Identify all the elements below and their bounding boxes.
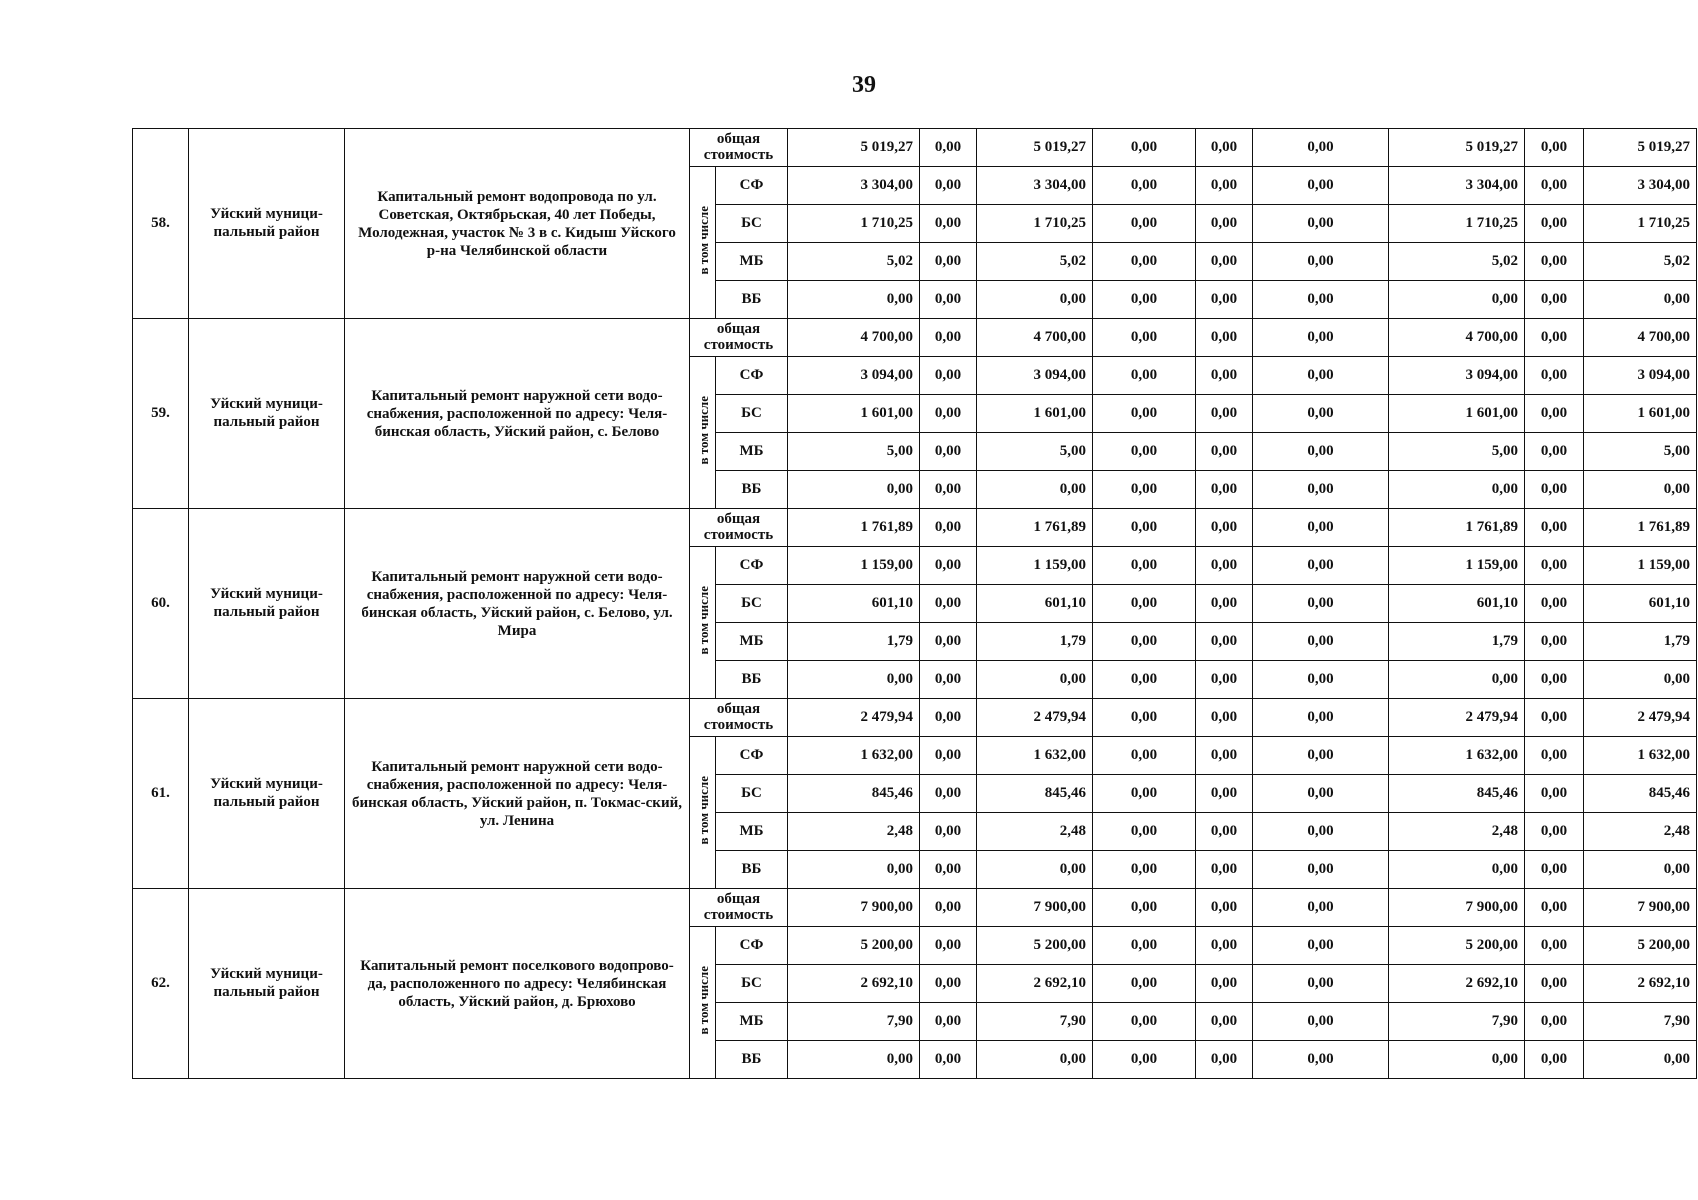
amount-cell: 601,10 [788, 585, 920, 623]
funding-source-label: МБ [716, 623, 788, 661]
amount-cell: 0,00 [1389, 1041, 1525, 1079]
project-description: Капитальный ремонт наружной сети водо-снабжения, расположенной по адресу: Челя-бинская область, Уйский район, с. Белово, ул. Мира [345, 509, 690, 699]
including-label: в том числе [696, 205, 711, 275]
row-number: 62. [133, 889, 189, 1079]
amount-cell: 0,00 [1253, 813, 1389, 851]
amount-cell: 0,00 [1253, 699, 1389, 737]
municipality-cell: Уйский муници-пальный район [189, 319, 345, 509]
amount-cell: 0,00 [1093, 965, 1196, 1003]
amount-cell: 0,00 [1093, 471, 1196, 509]
amount-cell: 2 692,10 [1584, 965, 1697, 1003]
amount-cell: 0,00 [1389, 661, 1525, 699]
amount-cell: 0,00 [1196, 775, 1253, 813]
amount-cell: 2 479,94 [788, 699, 920, 737]
amount-cell: 5 200,00 [788, 927, 920, 965]
amount-cell: 1 601,00 [977, 395, 1093, 433]
project-description: Капитальный ремонт поселкового водопрово-да, расположенного по адресу: Челябинская область, Уйский район, д. Брюхово [345, 889, 690, 1079]
amount-cell: 0,00 [920, 1003, 977, 1041]
amount-cell: 0,00 [1584, 1041, 1697, 1079]
amount-cell: 5 019,27 [1584, 129, 1697, 167]
amount-cell: 2,48 [977, 813, 1093, 851]
funding-source-label: ВБ [716, 851, 788, 889]
amount-cell: 3 304,00 [788, 167, 920, 205]
amount-cell: 0,00 [1584, 471, 1697, 509]
amount-cell: 0,00 [1093, 927, 1196, 965]
amount-cell: 7,90 [788, 1003, 920, 1041]
amount-cell: 2,48 [788, 813, 920, 851]
amount-cell: 0,00 [1196, 167, 1253, 205]
amount-cell: 2 479,94 [1584, 699, 1697, 737]
project-description: Капитальный ремонт водопровода по ул. Советская, Октябрьская, 40 лет Победы, Молодежная, участок № 3 в с. Кидыш Уйского р-на Челябинской области [345, 129, 690, 319]
amount-cell: 0,00 [920, 129, 977, 167]
amount-cell: 0,00 [1196, 699, 1253, 737]
amount-cell: 845,46 [1584, 775, 1697, 813]
funding-source-label: МБ [716, 1003, 788, 1041]
amount-cell: 0,00 [920, 243, 977, 281]
including-label-cell [690, 357, 716, 509]
amount-cell: 1 761,89 [1584, 509, 1697, 547]
amount-cell: 0,00 [1525, 1003, 1584, 1041]
municipality-cell: Уйский муници-пальный район [189, 699, 345, 889]
amount-cell: 845,46 [977, 775, 1093, 813]
amount-cell: 5,02 [1389, 243, 1525, 281]
amount-cell: 845,46 [1389, 775, 1525, 813]
amount-cell: 0,00 [1253, 1003, 1389, 1041]
municipality-cell: Уйский муници-пальный район [189, 509, 345, 699]
amount-cell: 0,00 [1196, 395, 1253, 433]
amount-cell: 0,00 [1093, 661, 1196, 699]
amount-cell: 601,10 [977, 585, 1093, 623]
amount-cell: 7,90 [1584, 1003, 1697, 1041]
funding-source-label: ВБ [716, 471, 788, 509]
funding-source-label: СФ [716, 927, 788, 965]
amount-cell: 2 692,10 [1389, 965, 1525, 1003]
amount-cell: 0,00 [1525, 471, 1584, 509]
amount-cell: 1 632,00 [977, 737, 1093, 775]
amount-cell: 5 019,27 [1389, 129, 1525, 167]
amount-cell: 0,00 [788, 471, 920, 509]
amount-cell: 0,00 [1389, 471, 1525, 509]
amount-cell: 5 200,00 [1389, 927, 1525, 965]
page-number: 39 [852, 72, 876, 98]
amount-cell: 0,00 [1093, 775, 1196, 813]
amount-cell: 0,00 [1525, 889, 1584, 927]
funding-source-label: ВБ [716, 1041, 788, 1079]
including-label: в том числе [696, 585, 711, 655]
project-description: Капитальный ремонт наружной сети водо-снабжения, расположенной по адресу: Челя-бинская область, Уйский район, п. Токмас-ский, ул. Ленина [345, 699, 690, 889]
amount-cell: 5,00 [1389, 433, 1525, 471]
amount-cell: 845,46 [788, 775, 920, 813]
amount-cell: 0,00 [1584, 281, 1697, 319]
amount-cell: 0,00 [920, 547, 977, 585]
amount-cell: 0,00 [1253, 357, 1389, 395]
amount-cell: 0,00 [1584, 661, 1697, 699]
amount-cell: 0,00 [1196, 547, 1253, 585]
funding-source-label: МБ [716, 813, 788, 851]
amount-cell: 0,00 [1253, 851, 1389, 889]
amount-cell: 0,00 [920, 471, 977, 509]
amount-cell: 0,00 [1253, 623, 1389, 661]
amount-cell: 0,00 [920, 167, 977, 205]
amount-cell: 0,00 [1525, 357, 1584, 395]
amount-cell: 601,10 [1584, 585, 1697, 623]
funding-source-label: МБ [716, 243, 788, 281]
amount-cell: 0,00 [1525, 129, 1584, 167]
amount-cell: 0,00 [1525, 205, 1584, 243]
amount-cell: 1 601,00 [1584, 395, 1697, 433]
amount-cell: 1 761,89 [788, 509, 920, 547]
amount-cell: 0,00 [1525, 699, 1584, 737]
amount-cell: 3 304,00 [1389, 167, 1525, 205]
amount-cell: 7 900,00 [977, 889, 1093, 927]
amount-cell: 0,00 [920, 509, 977, 547]
amount-cell: 0,00 [1196, 927, 1253, 965]
project-description: Капитальный ремонт наружной сети водо-снабжения, расположенной по адресу: Челя-бинская область, Уйский район, с. Белово [345, 319, 690, 509]
amount-cell: 0,00 [920, 585, 977, 623]
amount-cell: 0,00 [1525, 737, 1584, 775]
amount-cell: 0,00 [1196, 585, 1253, 623]
amount-cell: 2 479,94 [1389, 699, 1525, 737]
row-number: 61. [133, 699, 189, 889]
amount-cell: 1 710,25 [1584, 205, 1697, 243]
amount-cell: 0,00 [1093, 851, 1196, 889]
amount-cell: 1 632,00 [788, 737, 920, 775]
amount-cell: 3 094,00 [788, 357, 920, 395]
amount-cell: 0,00 [1093, 357, 1196, 395]
total-cost-label: общая стоимость [690, 699, 788, 737]
amount-cell: 1 761,89 [977, 509, 1093, 547]
row-number: 60. [133, 509, 189, 699]
including-label: в том числе [696, 775, 711, 845]
amount-cell: 0,00 [1253, 737, 1389, 775]
amount-cell: 0,00 [1525, 509, 1584, 547]
amount-cell: 0,00 [1196, 851, 1253, 889]
amount-cell: 0,00 [788, 1041, 920, 1079]
amount-cell: 0,00 [1093, 585, 1196, 623]
amount-cell: 0,00 [1525, 167, 1584, 205]
table-row [133, 129, 1697, 167]
amount-cell: 0,00 [977, 851, 1093, 889]
amount-cell: 1 632,00 [1389, 737, 1525, 775]
amount-cell: 0,00 [920, 357, 977, 395]
amount-cell: 1 710,25 [977, 205, 1093, 243]
amount-cell: 5,02 [1584, 243, 1697, 281]
amount-cell: 5,00 [788, 433, 920, 471]
amount-cell: 3 304,00 [977, 167, 1093, 205]
amount-cell: 0,00 [977, 1041, 1093, 1079]
funding-source-label: БС [716, 965, 788, 1003]
amount-cell: 0,00 [1196, 813, 1253, 851]
amount-cell: 0,00 [1093, 699, 1196, 737]
amount-cell: 0,00 [1196, 965, 1253, 1003]
amount-cell: 1,79 [1584, 623, 1697, 661]
amount-cell: 1,79 [977, 623, 1093, 661]
amount-cell: 0,00 [1196, 737, 1253, 775]
amount-cell: 0,00 [1525, 1041, 1584, 1079]
amount-cell: 7 900,00 [1389, 889, 1525, 927]
amount-cell: 0,00 [977, 471, 1093, 509]
amount-cell: 2 692,10 [788, 965, 920, 1003]
municipality-cell: Уйский муници-пальный район [189, 889, 345, 1079]
amount-cell: 0,00 [1196, 129, 1253, 167]
amount-cell: 0,00 [1525, 319, 1584, 357]
amount-cell: 0,00 [920, 205, 977, 243]
amount-cell: 0,00 [1525, 395, 1584, 433]
amount-cell: 0,00 [920, 661, 977, 699]
amount-cell: 0,00 [1253, 775, 1389, 813]
amount-cell: 0,00 [1093, 623, 1196, 661]
amount-cell: 0,00 [1253, 129, 1389, 167]
amount-cell: 0,00 [1525, 623, 1584, 661]
amount-cell: 2,48 [1389, 813, 1525, 851]
including-label-cell [690, 167, 716, 319]
funding-source-label: СФ [716, 357, 788, 395]
amount-cell: 0,00 [1093, 281, 1196, 319]
amount-cell: 0,00 [1253, 965, 1389, 1003]
amount-cell: 4 700,00 [1389, 319, 1525, 357]
amount-cell: 0,00 [1253, 167, 1389, 205]
row-number: 59. [133, 319, 189, 509]
amount-cell: 0,00 [788, 661, 920, 699]
amount-cell: 601,10 [1389, 585, 1525, 623]
amount-cell: 0,00 [1253, 509, 1389, 547]
amount-cell: 0,00 [1253, 395, 1389, 433]
amount-cell: 2,48 [1584, 813, 1697, 851]
amount-cell: 0,00 [1253, 547, 1389, 585]
amount-cell: 4 700,00 [977, 319, 1093, 357]
amount-cell: 0,00 [1196, 433, 1253, 471]
amount-cell: 0,00 [1525, 927, 1584, 965]
amount-cell: 5 019,27 [788, 129, 920, 167]
amount-cell: 1 159,00 [788, 547, 920, 585]
amount-cell: 0,00 [1253, 889, 1389, 927]
amount-cell: 1,79 [1389, 623, 1525, 661]
amount-cell: 5 200,00 [1584, 927, 1697, 965]
amount-cell: 0,00 [1093, 433, 1196, 471]
amount-cell: 1 159,00 [1584, 547, 1697, 585]
funding-source-label: БС [716, 395, 788, 433]
amount-cell: 1 601,00 [788, 395, 920, 433]
amount-cell: 1 632,00 [1584, 737, 1697, 775]
amount-cell: 3 094,00 [1389, 357, 1525, 395]
amount-cell: 1,79 [788, 623, 920, 661]
amount-cell: 1 159,00 [1389, 547, 1525, 585]
amount-cell: 0,00 [1093, 243, 1196, 281]
amount-cell: 0,00 [920, 281, 977, 319]
amount-cell: 0,00 [1253, 243, 1389, 281]
including-label: в том числе [696, 965, 711, 1035]
amount-cell: 0,00 [920, 1041, 977, 1079]
amount-cell: 2 692,10 [977, 965, 1093, 1003]
funding-source-label: СФ [716, 547, 788, 585]
amount-cell: 0,00 [920, 889, 977, 927]
amount-cell: 0,00 [1196, 1041, 1253, 1079]
amount-cell: 0,00 [1253, 471, 1389, 509]
funding-source-label: СФ [716, 737, 788, 775]
row-number: 58. [133, 129, 189, 319]
amount-cell: 7,90 [977, 1003, 1093, 1041]
total-cost-label: общая стоимость [690, 889, 788, 927]
total-cost-label: общая стоимость [690, 509, 788, 547]
amount-cell: 0,00 [1196, 281, 1253, 319]
amount-cell: 0,00 [1196, 319, 1253, 357]
amount-cell: 0,00 [920, 395, 977, 433]
amount-cell: 1 601,00 [1389, 395, 1525, 433]
amount-cell: 5,02 [788, 243, 920, 281]
amount-cell: 0,00 [1093, 813, 1196, 851]
amount-cell: 0,00 [1525, 851, 1584, 889]
amount-cell: 0,00 [1093, 1041, 1196, 1079]
amount-cell: 0,00 [1196, 471, 1253, 509]
amount-cell: 0,00 [788, 281, 920, 319]
amount-cell: 0,00 [1253, 205, 1389, 243]
amount-cell: 0,00 [788, 851, 920, 889]
amount-cell: 5 200,00 [977, 927, 1093, 965]
amount-cell: 0,00 [1525, 965, 1584, 1003]
amount-cell: 0,00 [1093, 509, 1196, 547]
amount-cell: 0,00 [1525, 775, 1584, 813]
amount-cell: 0,00 [1389, 851, 1525, 889]
amount-cell: 0,00 [1253, 927, 1389, 965]
amount-cell: 0,00 [920, 813, 977, 851]
including-label-cell [690, 737, 716, 889]
table-row [133, 509, 1697, 547]
amount-cell: 0,00 [1525, 243, 1584, 281]
amount-cell: 3 094,00 [1584, 357, 1697, 395]
amount-cell: 7 900,00 [1584, 889, 1697, 927]
funding-source-label: БС [716, 585, 788, 623]
amount-cell: 0,00 [1525, 281, 1584, 319]
table-row [133, 699, 1697, 737]
amount-cell: 1 710,25 [1389, 205, 1525, 243]
amount-cell: 0,00 [1093, 1003, 1196, 1041]
amount-cell: 0,00 [1093, 395, 1196, 433]
amount-cell: 0,00 [1196, 623, 1253, 661]
amount-cell: 0,00 [1093, 547, 1196, 585]
funding-source-label: ВБ [716, 281, 788, 319]
amount-cell: 0,00 [977, 661, 1093, 699]
amount-cell: 2 479,94 [977, 699, 1093, 737]
budget-table [132, 128, 1697, 1079]
amount-cell: 0,00 [1196, 243, 1253, 281]
amount-cell: 0,00 [1093, 889, 1196, 927]
amount-cell: 0,00 [1196, 889, 1253, 927]
amount-cell: 0,00 [1093, 737, 1196, 775]
funding-source-label: БС [716, 775, 788, 813]
amount-cell: 1 761,89 [1389, 509, 1525, 547]
funding-source-label: БС [716, 205, 788, 243]
amount-cell: 0,00 [1196, 357, 1253, 395]
amount-cell: 0,00 [1093, 205, 1196, 243]
amount-cell: 3 094,00 [977, 357, 1093, 395]
amount-cell: 5 019,27 [977, 129, 1093, 167]
amount-cell: 0,00 [1525, 433, 1584, 471]
amount-cell: 1 159,00 [977, 547, 1093, 585]
including-label-cell [690, 547, 716, 699]
including-label: в том числе [696, 395, 711, 465]
amount-cell: 0,00 [1253, 585, 1389, 623]
amount-cell: 0,00 [920, 433, 977, 471]
amount-cell: 1 710,25 [788, 205, 920, 243]
amount-cell: 4 700,00 [788, 319, 920, 357]
amount-cell: 0,00 [1196, 661, 1253, 699]
amount-cell: 0,00 [920, 623, 977, 661]
total-cost-label: общая стоимость [690, 319, 788, 357]
amount-cell: 0,00 [920, 699, 977, 737]
amount-cell: 5,00 [1584, 433, 1697, 471]
table-row [133, 889, 1697, 927]
amount-cell: 0,00 [1389, 281, 1525, 319]
amount-cell: 4 700,00 [1584, 319, 1697, 357]
amount-cell: 0,00 [920, 319, 977, 357]
funding-source-label: ВБ [716, 661, 788, 699]
total-cost-label: общая стоимость [690, 129, 788, 167]
amount-cell: 0,00 [1253, 1041, 1389, 1079]
amount-cell: 0,00 [920, 927, 977, 965]
amount-cell: 0,00 [1093, 167, 1196, 205]
amount-cell: 0,00 [1525, 661, 1584, 699]
amount-cell: 0,00 [1196, 205, 1253, 243]
amount-cell: 0,00 [920, 965, 977, 1003]
amount-cell: 7,90 [1389, 1003, 1525, 1041]
amount-cell: 0,00 [1584, 851, 1697, 889]
amount-cell: 3 304,00 [1584, 167, 1697, 205]
amount-cell: 0,00 [1196, 1003, 1253, 1041]
funding-source-label: МБ [716, 433, 788, 471]
amount-cell: 0,00 [1525, 813, 1584, 851]
municipality-cell: Уйский муници-пальный район [189, 129, 345, 319]
amount-cell: 0,00 [1253, 281, 1389, 319]
amount-cell: 5,02 [977, 243, 1093, 281]
amount-cell: 7 900,00 [788, 889, 920, 927]
amount-cell: 0,00 [1253, 661, 1389, 699]
amount-cell: 0,00 [920, 737, 977, 775]
amount-cell: 0,00 [920, 851, 977, 889]
amount-cell: 0,00 [1525, 547, 1584, 585]
amount-cell: 0,00 [1253, 319, 1389, 357]
amount-cell: 0,00 [1093, 319, 1196, 357]
amount-cell: 0,00 [1253, 433, 1389, 471]
amount-cell: 0,00 [1525, 585, 1584, 623]
amount-cell: 0,00 [977, 281, 1093, 319]
amount-cell: 5,00 [977, 433, 1093, 471]
table-row [133, 319, 1697, 357]
including-label-cell [690, 927, 716, 1079]
funding-source-label: СФ [716, 167, 788, 205]
amount-cell: 0,00 [1196, 509, 1253, 547]
amount-cell: 0,00 [1093, 129, 1196, 167]
amount-cell: 0,00 [920, 775, 977, 813]
